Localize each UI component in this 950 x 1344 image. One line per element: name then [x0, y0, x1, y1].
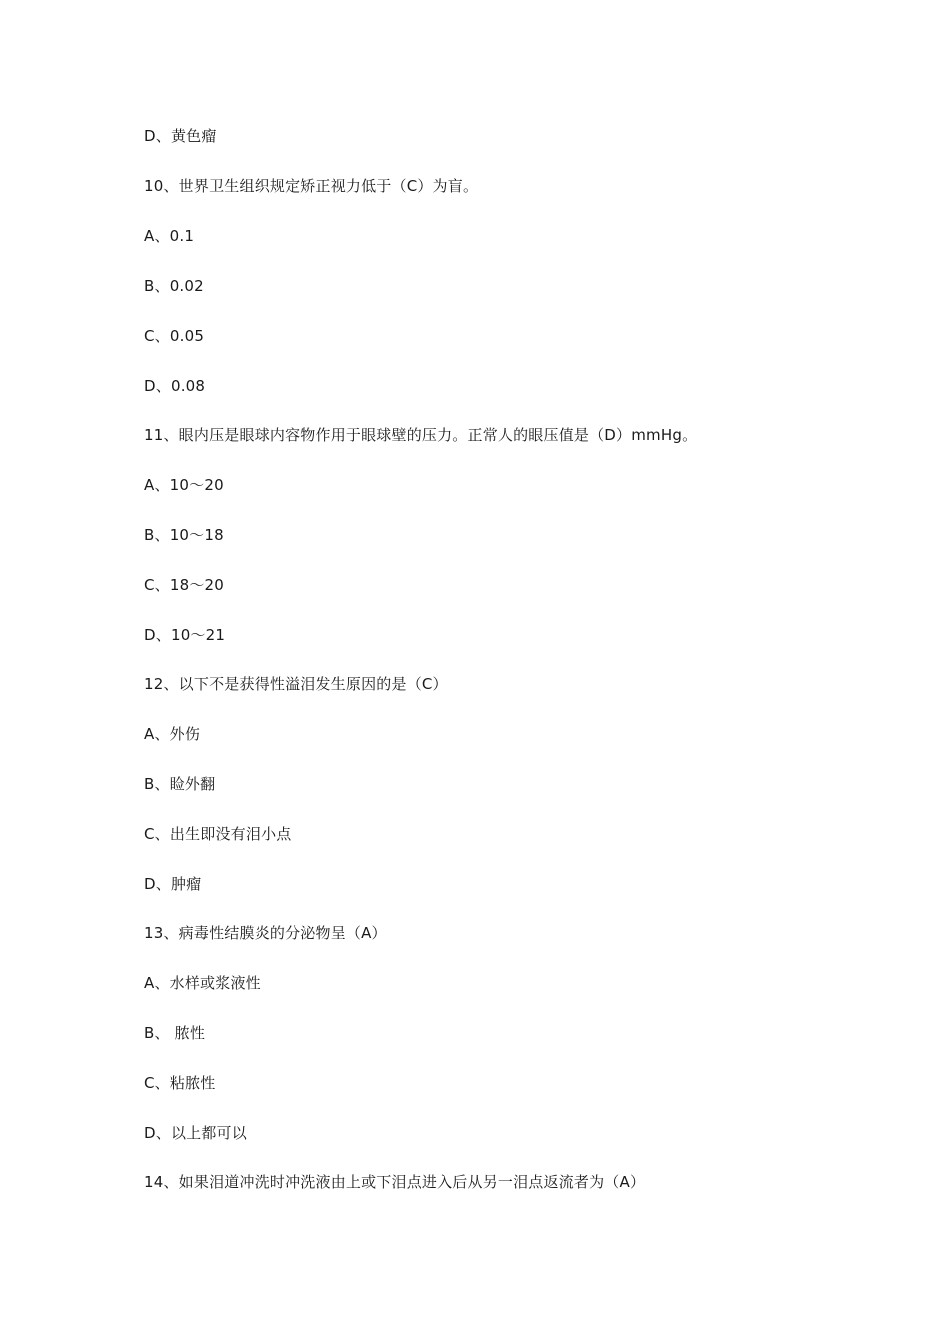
question-11: 11、眼内压是眼球内容物作用于眼球壁的压力。正常人的眼压值是（D）mmHg。 — [144, 426, 698, 444]
option-12-d: D、肿瘤 — [144, 875, 202, 893]
option-9-d: D、黄色瘤 — [144, 127, 217, 145]
option-11-a: A、10～20 — [144, 476, 224, 494]
option-11-d: D、10～21 — [144, 626, 226, 644]
option-10-c: C、0.05 — [144, 327, 205, 345]
option-11-b: B、10～18 — [144, 526, 224, 544]
question-14: 14、如果泪道冲洗时冲洗液由上或下泪点进入后从另一泪点返流者为（A） — [144, 1173, 646, 1191]
option-13-d: D、以上都可以 — [144, 1124, 247, 1142]
option-12-b: B、睑外翻 — [144, 775, 216, 793]
option-13-b: B、 脓性 — [144, 1024, 206, 1042]
question-13: 13、病毒性结膜炎的分泌物呈（A） — [144, 924, 387, 942]
option-12-c: C、出生即没有泪小点 — [144, 825, 292, 843]
option-11-c: C、18～20 — [144, 576, 225, 594]
question-12: 12、以下不是获得性溢泪发生原因的是（C） — [144, 675, 448, 693]
option-12-a: A、外伤 — [144, 725, 201, 743]
option-10-a: A、0.1 — [144, 227, 195, 245]
option-10-d: D、0.08 — [144, 377, 206, 395]
option-10-b: B、0.02 — [144, 277, 204, 295]
option-13-c: C、粘脓性 — [144, 1074, 216, 1092]
option-13-a: A、水样或浆液性 — [144, 974, 261, 992]
question-10: 10、世界卫生组织规定矫正视力低于（C）为盲。 — [144, 177, 479, 195]
